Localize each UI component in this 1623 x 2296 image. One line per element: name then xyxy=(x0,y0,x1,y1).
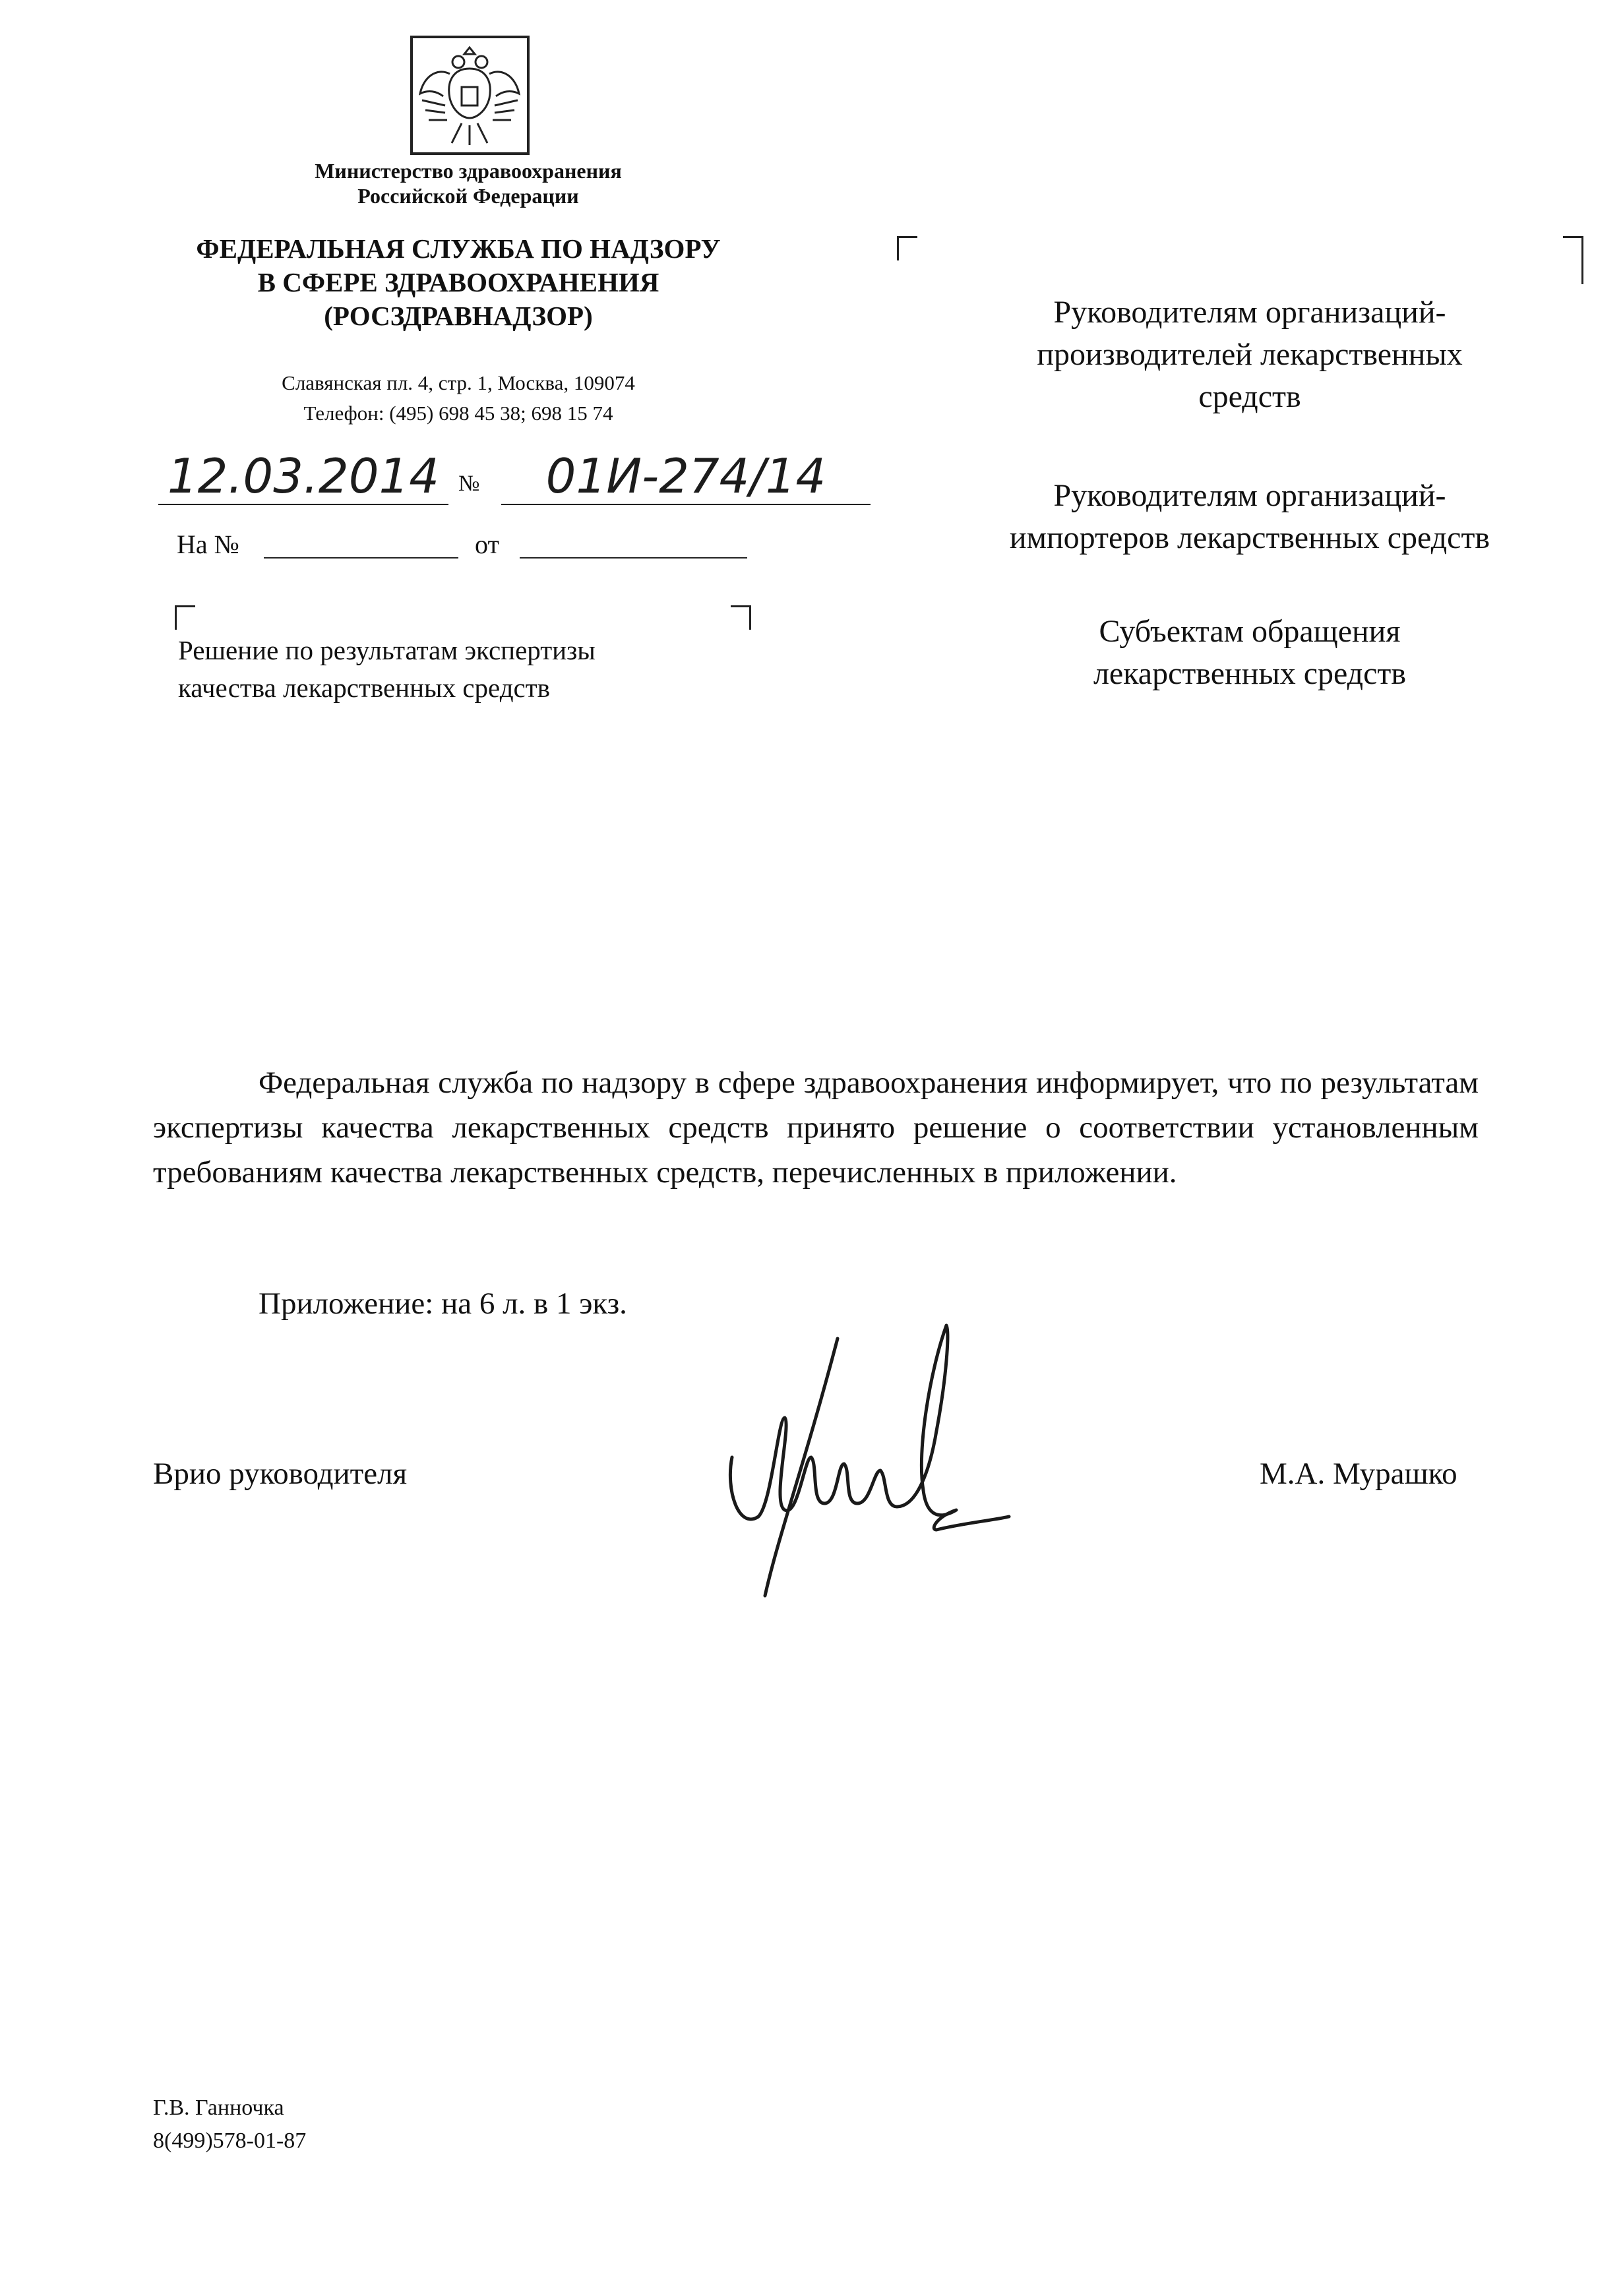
addressee-line: производителей лекарственных xyxy=(1037,337,1463,372)
ministry-name xyxy=(218,158,719,208)
subject-corner-right xyxy=(731,605,751,630)
registration-date: 12.03.2014 xyxy=(158,448,448,505)
letter-body: Федеральная служба по надзору в сфере здравоохранения информирует, что по результатам экспертизы качества лекарственных средств принято решение о соответствии установленным требованиям качества лекарственных средств, перечисленных в приложении. xyxy=(153,1066,1479,1190)
executor-name: Г.В. Ганночка xyxy=(153,2096,284,2120)
from-label: от xyxy=(475,529,499,559)
address-text: Славянская пл. 4, стр. 1, Москва, 109074 xyxy=(282,371,635,394)
service-line: В СФЕРЕ ЗДРАВООХРАНЕНИЯ xyxy=(257,267,659,297)
service-line: (РОСЗДРАВНАДЗОР) xyxy=(324,301,593,331)
addressee-corner-left xyxy=(897,236,917,260)
subject-corner-left xyxy=(175,605,195,630)
reply-to-number-blank xyxy=(264,557,458,559)
ministry-line: Российской Федерации xyxy=(357,184,579,208)
registration-number: 01И-274/14 xyxy=(501,448,871,505)
addressee-line: Руководителям организаций- xyxy=(1053,478,1446,513)
addressee-line: импортеров лекарственных средств xyxy=(1009,520,1490,555)
addressee-line: Руководителям организаций- xyxy=(1053,295,1446,330)
letterhead-contacts xyxy=(198,368,719,429)
signatory-position: Врио руководителя xyxy=(153,1457,408,1491)
executor-phone: 8(499)578-01-87 xyxy=(153,2129,307,2153)
subject-line: качества лекарственных средств xyxy=(178,673,551,703)
signatory-name: М.А. Мурашко xyxy=(1260,1457,1457,1491)
service-line: ФЕДЕРАЛЬНАЯ СЛУЖБА ПО НАДЗОРУ xyxy=(196,233,721,264)
reply-to-date-blank xyxy=(520,557,747,559)
subject xyxy=(178,632,745,707)
addressee-line: лекарственных средств xyxy=(1093,656,1407,691)
addressee-producers xyxy=(930,291,1570,418)
attachment-note: Приложение: на 6 л. в 1 экз. xyxy=(259,1286,627,1321)
addressee-subjects xyxy=(930,611,1570,695)
reply-to-label: На № xyxy=(177,529,239,559)
addressee-importers xyxy=(930,475,1570,559)
ministry-line: Министерство здравоохранения xyxy=(315,159,622,183)
service-name xyxy=(158,232,758,333)
subject-line: Решение по результатам экспертизы xyxy=(178,635,596,665)
registration-number-sign: № xyxy=(458,471,480,496)
handwritten-signature xyxy=(719,1319,1022,1609)
addressee-line: средств xyxy=(1198,379,1301,414)
executor-info xyxy=(153,2092,306,2158)
addressee-line: Субъектам обращения xyxy=(1099,614,1401,649)
phone-text: Телефон: (495) 698 45 38; 698 15 74 xyxy=(303,402,613,425)
coat-of-arms-icon xyxy=(409,34,531,156)
addressee-corner-right xyxy=(1563,236,1583,284)
